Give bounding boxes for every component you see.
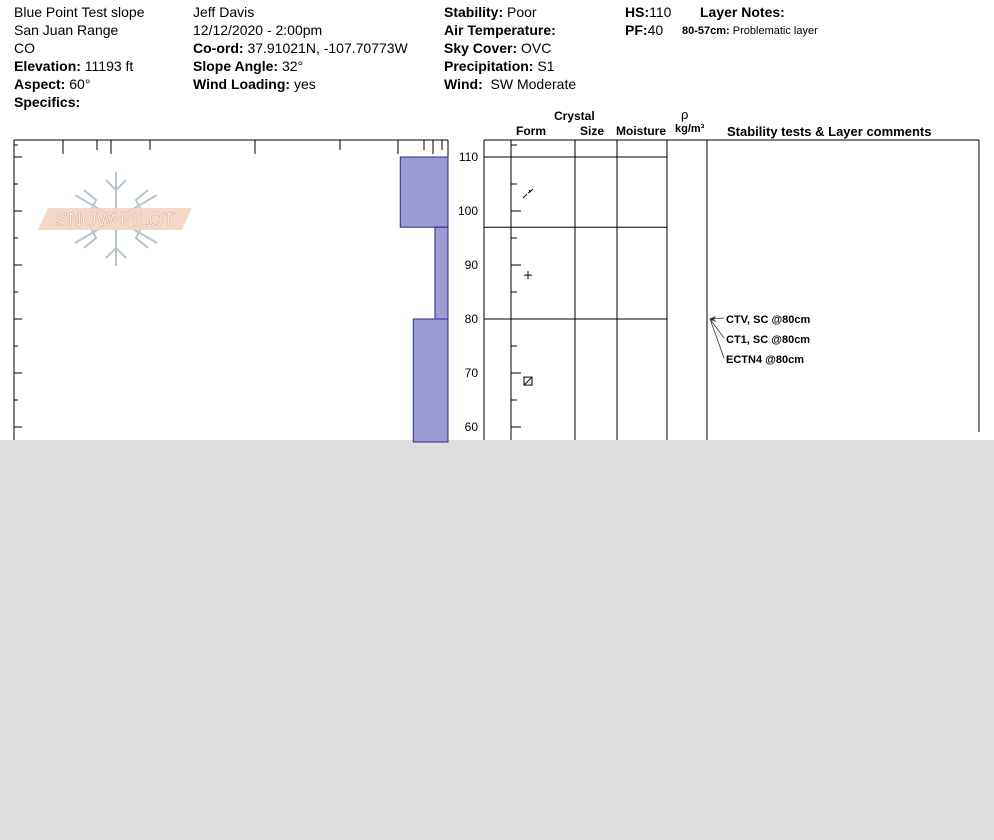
form-header: Form — [516, 124, 546, 138]
location-name: Blue Point Test slope — [14, 4, 145, 20]
depth-label: 70 — [464, 366, 478, 380]
depth-label: 90 — [464, 258, 478, 272]
stability-test-label: CTV, SC @80cm — [726, 314, 811, 326]
hardness-top-ticks — [63, 140, 442, 154]
stability-tests — [709, 314, 811, 366]
stability-label: Stability: — [444, 4, 504, 20]
wind-value: SW Moderate — [490, 76, 577, 92]
hs-value: 110 — [649, 4, 672, 20]
wind-label: Wind: — [444, 76, 483, 92]
stability-test-label: CT1, SC @80cm — [726, 334, 811, 346]
decomposing-fragments-icon — [523, 189, 533, 198]
hardness-bar — [413, 319, 448, 442]
layer-notes-label: Layer Notes: — [700, 4, 785, 20]
sky-label: Sky Cover: — [444, 40, 518, 56]
depth-label: 110 — [458, 150, 478, 164]
snowpilot-logo — [38, 172, 192, 266]
wind-loading-label: Wind Loading: — [193, 76, 291, 92]
aspect-label: Aspect: — [14, 76, 66, 92]
hs-label: HS: — [625, 4, 650, 20]
pf-value: 40 — [647, 22, 664, 38]
stability-test-leader — [710, 319, 724, 338]
stability-test-leader — [710, 319, 724, 358]
table-depth-ticks — [511, 145, 521, 427]
hardness-profile — [14, 140, 448, 442]
slope-value: 32° — [281, 58, 304, 74]
air-temp-label: Air Temperature: — [444, 22, 556, 38]
logo-text: SNOW PILOT — [55, 210, 175, 231]
moisture-header: Moisture — [616, 124, 667, 138]
elevation-value: 11193 ft — [84, 58, 134, 74]
coord-label: Co-ord: — [193, 40, 244, 56]
crystal-symbols — [523, 189, 533, 385]
layer-note-text: Problematic layer — [732, 25, 818, 37]
depth-label: 100 — [457, 204, 478, 218]
depth-label: 80 — [464, 312, 478, 326]
crystal-table — [484, 140, 979, 440]
observation-datetime: 12/12/2020 - 2:00pm — [193, 22, 323, 38]
coord-value: 37.91021N, -107.70773W — [247, 40, 408, 56]
precip-value: S1 — [537, 58, 555, 74]
size-header: Size — [580, 124, 605, 138]
stability-test-label: ECTN4 @80cm — [726, 354, 804, 366]
hardness-left-ticks — [14, 145, 22, 427]
depth-axis-labels — [458, 150, 478, 434]
pf-label: PF: — [625, 22, 648, 38]
hardness-bars — [400, 157, 448, 442]
range-name: San Juan Range — [14, 22, 119, 38]
depth-label: 60 — [464, 420, 478, 434]
specifics-label: Specifics: — [14, 94, 81, 110]
observer-name: Jeff Davis — [193, 4, 255, 20]
hardness-bar — [400, 157, 448, 227]
crystal-header: Crystal — [554, 109, 595, 123]
density-unit-header: kg/m³ — [675, 123, 705, 135]
state-name: CO — [14, 40, 35, 56]
hardness-bar — [435, 227, 448, 319]
wind-loading-value: yes — [293, 76, 316, 92]
rho-header: ρ — [681, 107, 689, 122]
sky-value: OVC — [521, 40, 552, 56]
aspect-value: 60° — [69, 76, 91, 92]
elevation-label: Elevation: — [14, 58, 81, 74]
slope-label: Slope Angle: — [193, 58, 279, 74]
faceted-crystals-slash — [524, 377, 532, 385]
stability-comments-header: Stability tests & Layer comments — [727, 124, 932, 139]
layer-note-range: 80-57cm: — [682, 25, 730, 37]
precipitation-particles-icon — [524, 271, 532, 279]
precip-label: Precipitation: — [444, 58, 534, 74]
stability-value: Poor — [507, 4, 537, 20]
